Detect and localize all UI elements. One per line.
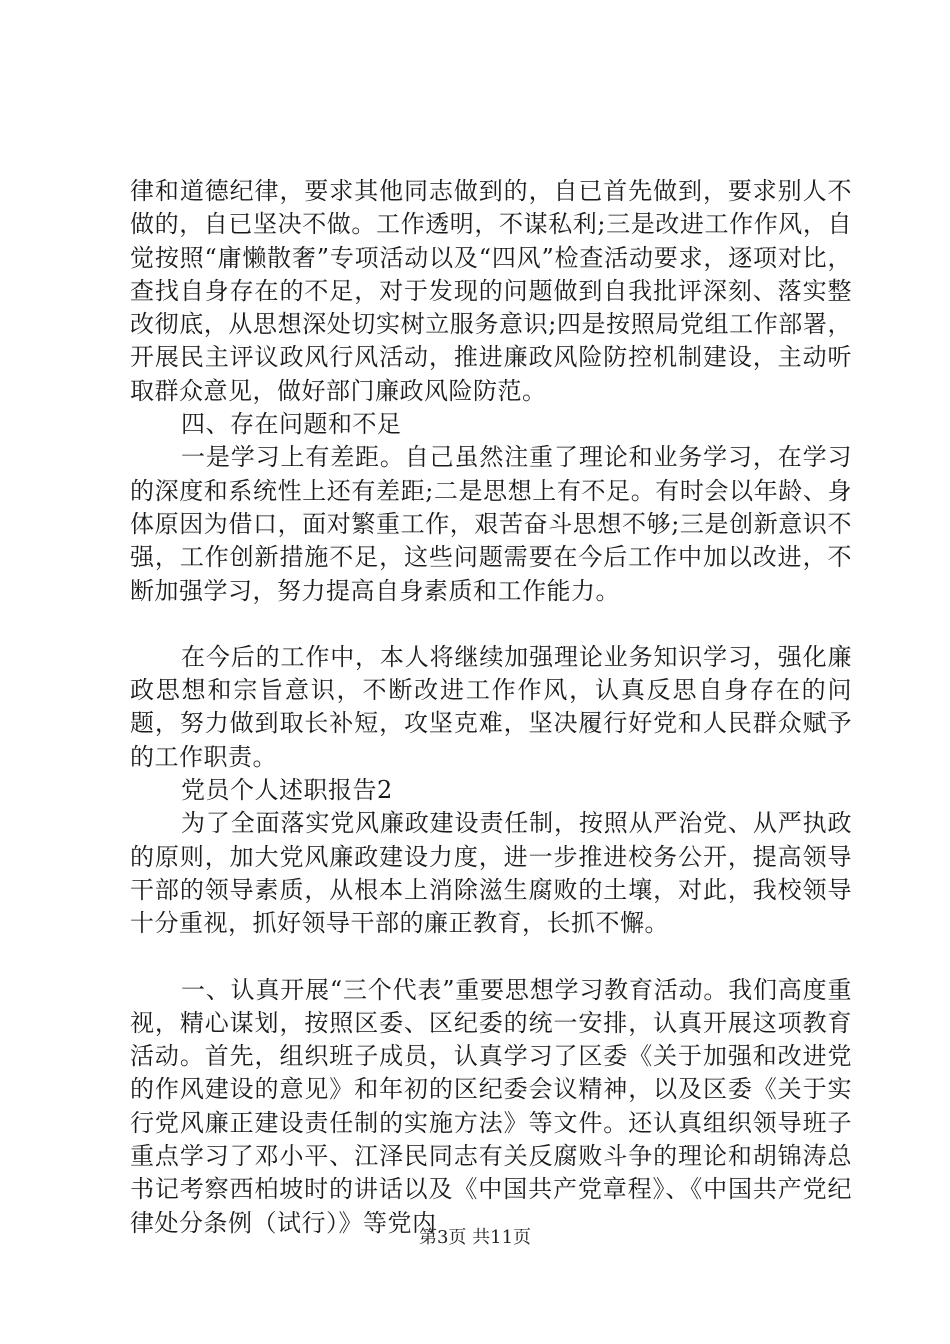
paragraph-continuation: 律和道德纪律，要求其他同志做到的，自已首先做到，要求别人不做的，自已坚决不做。工作透明，不谋私利;三是改进工作作风，自觉按照“庸懒散奢”专项活动以及“四风”检查活动要求，逐项对比，查找自身存在的不足，对于发现的问题做到自我批评深刻、落实整改彻底，从思想深处切实树立服务意识;四是按照局党组工作部署，开展民主评议政风行风活动，推进廉政风险防控机制建设，主动听取群众意见，做好部门廉政风险防范。 <box>130 177 852 405</box>
paragraph-gap <box>130 941 852 974</box>
paragraph-section-one: 一、认真开展“三个代表”重要思想学习教育活动。我们高度重视，精心谋划，按照区委、区纪委的统一安排，认真开展这项教育活动。首先，组织班子成员，认真学习了区委《关于加强和改进党的作风建设的意见》和年初的区纪委会议精神，以及区委《关于实行党风廉正建设责任制的实施方法》等文件。还认真组织领导班子重点学习了邓小平、江泽民同志有关反腐败斗争的理论和胡锦涛总书记考察西柏坡时的讲话以及《中国共产党章程》、《中国共产党纪律处分条例（试行）》等党内 <box>130 975 852 1237</box>
paragraph-gap <box>130 608 852 641</box>
paragraph-future-work: 在今后的工作中，本人将继续加强理论业务知识学习，强化廉政思想和宗旨意识，不断改进工作作风，认真反思自身存在的问题，努力做到取长补短，攻坚克难，坚决履行好党和人民群众赋予的工作职责。 <box>130 642 852 771</box>
section-heading-issues: 四、存在问题和不足 <box>181 410 402 439</box>
page-number-footer: 第3页 共11页 <box>418 1227 532 1248</box>
paragraph-report-intro: 为了全面落实党风廉政建设责任制，按照从严治党、从严执政的原则，加大党风廉政建设力度，进一步推进校务公开，提高领导干部的领导素质，从根本上消除滋生腐败的土壤，对此，我校领导十分重视，抓好领导干部的廉正教育，长抓不懈。 <box>130 809 852 938</box>
document-body <box>130 175 852 1240</box>
paragraph-issues: 一是学习上有差距。自己虽然注重了理论和业务学习，在学习的深度和系统性上还有差距;二是思想上有不足。有时会以年龄、身体原因为借口，面对繁重工作，艰苦奋斗思想不够;三是创新意识不强，工作创新措施不足，这些问题需要在今后工作中加以改进，不断加强学习，努力提高自身素质和工作能力。 <box>130 443 852 605</box>
report-title: 党员个人述职报告2 <box>181 776 393 805</box>
